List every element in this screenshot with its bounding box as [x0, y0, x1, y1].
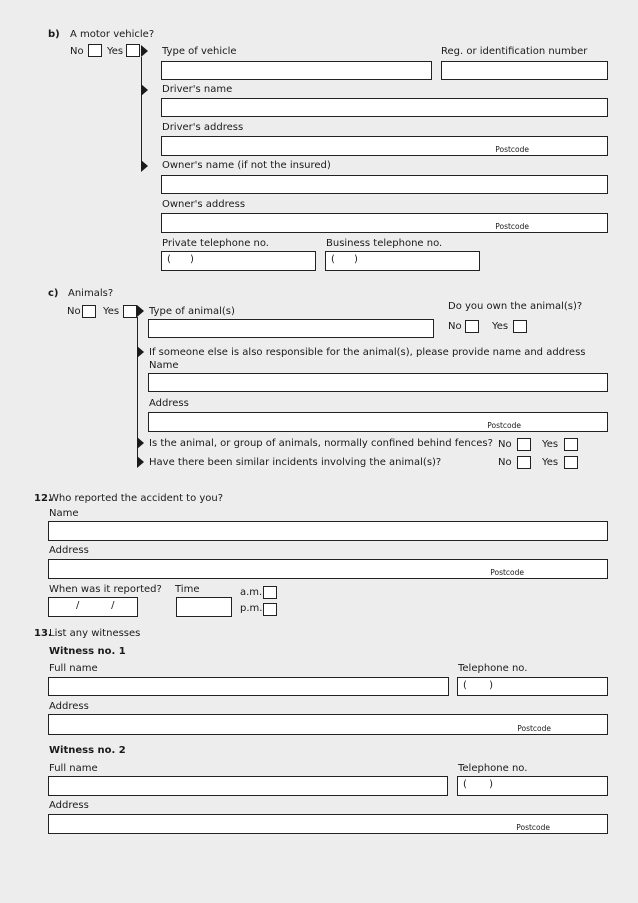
arrow-icon: [137, 437, 144, 449]
phone-brackets: ( ): [331, 254, 358, 265]
phone-brackets: ( ): [463, 680, 494, 691]
similar-incidents-question: Have there been similar incidents involving the animal(s)?: [149, 457, 442, 468]
own-animals-question: Do you own the animal(s)?: [448, 301, 583, 312]
witness1-phone-field[interactable]: [457, 677, 608, 696]
q12-number: 12.: [34, 493, 52, 504]
witness1-address-label: Address: [49, 701, 89, 712]
witness1-address-field[interactable]: [48, 714, 608, 735]
reporter-name-field[interactable]: [48, 521, 608, 541]
animal-owner-name-field[interactable]: [148, 373, 608, 392]
time-label: Time: [175, 584, 200, 595]
phone-brackets: ( ): [463, 779, 494, 790]
postcode-label: Postcode: [495, 222, 529, 231]
witness2-heading: Witness no. 2: [49, 745, 126, 756]
own-no-label: No: [448, 321, 462, 332]
owners-name-field[interactable]: [161, 175, 608, 194]
owners-name-label: Owner's name (if not the insured): [162, 160, 331, 171]
witness1-heading: Witness no. 1: [49, 646, 126, 657]
witness2-phone-label: Telephone no.: [458, 763, 528, 774]
owners-address-label: Owner's address: [162, 199, 246, 210]
animals-yes-label: Yes: [103, 306, 120, 317]
type-of-animals-label: Type of animal(s): [149, 306, 235, 317]
witness1-phone-label: Telephone no.: [458, 663, 528, 674]
own-yes-label: Yes: [492, 321, 509, 332]
section-b-question: A motor vehicle?: [70, 29, 155, 40]
animal-owner-address-field[interactable]: [148, 412, 608, 432]
q12-question: Who reported the accident to you?: [49, 493, 224, 504]
witness2-name-label: Full name: [49, 763, 98, 774]
postcode-label: Postcode: [490, 568, 524, 577]
vehicle-no-label: No: [70, 46, 84, 57]
confined-question: Is the animal, or group of animals, normally confined behind fences?: [149, 438, 493, 449]
q13-question: List any witnesses: [49, 628, 141, 639]
postcode-label: Postcode: [495, 145, 529, 154]
animals-no-checkbox[interactable]: [82, 305, 96, 318]
postcode-label: Postcode: [487, 421, 521, 430]
confined-yes-checkbox[interactable]: [564, 438, 578, 451]
confined-no-checkbox[interactable]: [517, 438, 531, 451]
witness2-address-label: Address: [49, 800, 89, 811]
drivers-name-label: Driver's name: [162, 84, 233, 95]
date-separators: / /: [76, 600, 115, 611]
type-of-animals-field[interactable]: [148, 319, 434, 338]
business-phone-field[interactable]: [325, 251, 480, 271]
arrow-icon: [137, 305, 144, 317]
reporter-address-label: Address: [49, 545, 89, 556]
vehicle-no-checkbox[interactable]: [88, 44, 102, 57]
vehicle-yes-label: Yes: [107, 46, 124, 57]
confined-yes-label: Yes: [542, 439, 559, 450]
vehicle-yes-checkbox[interactable]: [126, 44, 140, 57]
drivers-address-label: Driver's address: [162, 122, 244, 133]
witness2-address-field[interactable]: [48, 814, 608, 834]
drivers-name-field[interactable]: [161, 98, 608, 117]
witness2-phone-field[interactable]: [457, 776, 608, 796]
arrow-icon: [141, 84, 148, 96]
time-field[interactable]: [176, 597, 232, 617]
witness1-name-field[interactable]: [48, 677, 449, 696]
witness1-name-label: Full name: [49, 663, 98, 674]
owners-address-field[interactable]: [161, 213, 608, 233]
date-reported-field[interactable]: [48, 597, 138, 617]
pm-label: p.m.: [240, 603, 263, 614]
animal-owner-name-label: Name: [149, 360, 179, 371]
own-no-checkbox[interactable]: [465, 320, 479, 333]
own-yes-checkbox[interactable]: [513, 320, 527, 333]
business-phone-label: Business telephone no.: [326, 238, 443, 249]
section-c-marker: c): [48, 288, 59, 299]
postcode-label: Postcode: [517, 724, 551, 733]
similar-yes-label: Yes: [542, 457, 559, 468]
reg-number-label: Reg. or identification number: [441, 46, 588, 57]
pm-checkbox[interactable]: [263, 603, 277, 616]
similar-yes-checkbox[interactable]: [564, 456, 578, 469]
animals-yes-checkbox[interactable]: [123, 305, 137, 318]
section-b-marker: b): [48, 29, 60, 40]
similar-no-checkbox[interactable]: [517, 456, 531, 469]
arrow-icon: [137, 346, 144, 358]
responsible-note: If someone else is also responsible for the animal(s), please provide name and address: [149, 347, 586, 358]
postcode-label: Postcode: [516, 823, 550, 832]
reporter-name-label: Name: [49, 508, 79, 519]
arrow-icon: [141, 45, 148, 57]
section-c-question: Animals?: [68, 288, 114, 299]
similar-no-label: No: [498, 457, 512, 468]
when-reported-label: When was it reported?: [49, 584, 162, 595]
arrow-icon: [141, 160, 148, 172]
animals-no-label: No: [67, 306, 81, 317]
arrow-icon: [137, 456, 144, 468]
animal-owner-address-label: Address: [149, 398, 189, 409]
private-phone-label: Private telephone no.: [162, 238, 269, 249]
am-label: a.m.: [240, 587, 263, 598]
reporter-address-field[interactable]: [48, 559, 608, 579]
am-checkbox[interactable]: [263, 586, 277, 599]
type-of-vehicle-label: Type of vehicle: [162, 46, 237, 57]
confined-no-label: No: [498, 439, 512, 450]
witness2-name-field[interactable]: [48, 776, 448, 796]
type-of-vehicle-field[interactable]: [161, 61, 432, 80]
reg-number-field[interactable]: [441, 61, 608, 80]
connector-line: [141, 57, 142, 167]
phone-brackets: ( ): [167, 254, 194, 265]
private-phone-field[interactable]: [161, 251, 316, 271]
drivers-address-field[interactable]: [161, 136, 608, 156]
q13-number: 13.: [34, 628, 52, 639]
